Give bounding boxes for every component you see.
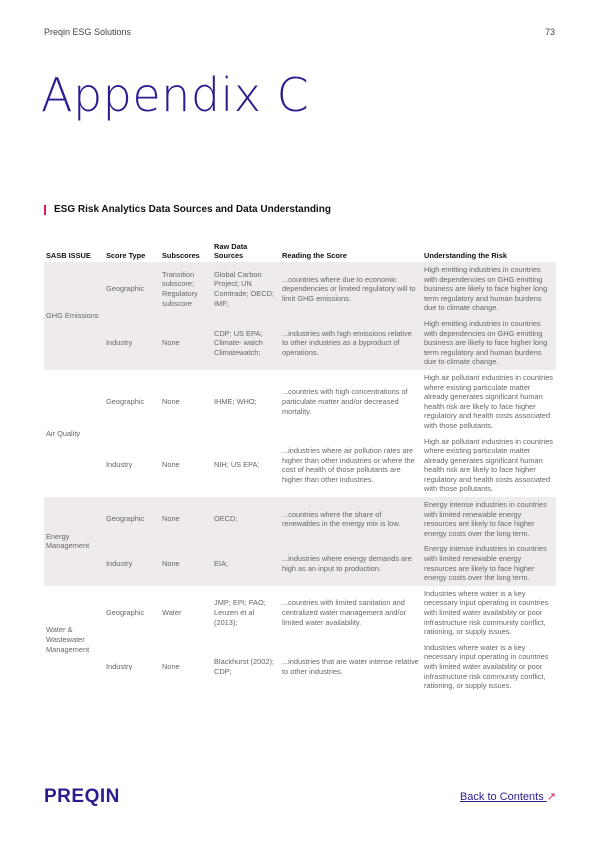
score-type-cell: Industry [104, 316, 160, 370]
page-number: 73 [544, 27, 555, 37]
score-type-cell: Geographic [106, 396, 145, 406]
subscores-cell: None [162, 661, 180, 671]
subscores-cell: None [160, 316, 212, 370]
risk-cell: High air pollutant industries in countries where existing particulate matter already generates significant human health risk are likely to face higher regulatory and health costs associated with those pollutants. [424, 372, 553, 430]
table-row [44, 640, 556, 694]
table-row [44, 541, 556, 585]
sasb-issue-cell: Air Quality [46, 428, 81, 438]
preqin-logo: PREQIN [44, 786, 120, 807]
subscores-cell: Transition subscore; Regulatory subscore [160, 262, 212, 316]
table-row [44, 434, 556, 498]
column-header: Subscores [162, 251, 200, 260]
table-row [44, 586, 556, 640]
score-type-cell: Geographic [104, 262, 160, 316]
reading-cell: ...countries where the share of renewables in the energy mix is low. [280, 497, 422, 541]
column-header: Understanding the Risk [424, 251, 507, 260]
sasb-issue-cell: GHG Emissions [44, 262, 104, 370]
risk-cell: High emitting industries in countries with dependencies on GHG emitting business are likely to face higher long term regulatory and human burdens due to climate change. [422, 316, 556, 370]
raw-sources-cell: JMP; EPI; FAO; Lenzen et al (2013); [214, 598, 266, 627]
raw-sources-cell: Blackhurst (2002); CDP; [214, 657, 274, 676]
risk-cell: Industries where water is a key necessary input operating in countries with limited water availability or poor infrastructure risk community conflict, rationing, or supply issues. [424, 588, 549, 637]
column-header: SASB ISSUE [46, 251, 91, 260]
column-header: Raw Data Sources [214, 242, 248, 260]
back-to-contents-label: Back to Contents [459, 791, 544, 803]
score-type-cell: Industry [104, 541, 160, 585]
reading-cell: ...industries with high emissions relative to other industries as a byproduct of operations. [280, 316, 422, 370]
subscores-cell: None [162, 396, 180, 406]
score-type-cell: Industry [106, 460, 133, 470]
column-header: Reading the Score [282, 251, 347, 260]
subscores-cell: None [160, 541, 212, 585]
subscores-cell: None [160, 497, 212, 541]
back-to-contents-link[interactable] [460, 790, 556, 803]
raw-sources-cell: NIH; US EPA; [214, 460, 260, 470]
reading-cell: ...industries that are water intense relative to other industries. [282, 657, 419, 676]
subscores-cell: None [162, 460, 180, 470]
arrow-up-right-icon: ↗ [546, 791, 556, 803]
score-type-cell: Geographic [106, 608, 145, 617]
reading-cell: ...countries where due to economic dependencies or limited regulatory will to limit GHG emissions. [280, 262, 422, 316]
reading-cell: ...industries where air pollution rates are higher than other industries or where the cost of health of those pollutants are higher than other industries. [282, 446, 415, 484]
raw-sources-cell: IHME; WHO; [214, 396, 257, 406]
table-row [44, 316, 556, 370]
risk-cell: Energy intense industries in countries with limited renewable energy resources are likely to face higher energy costs over the long term. [422, 497, 556, 541]
table-row [44, 262, 556, 316]
raw-sources-cell: CDP; US EPA; Climate- watch Climatewatch; [212, 316, 280, 370]
score-type-cell: Industry [106, 661, 133, 671]
score-type-cell: Geographic [104, 497, 160, 541]
raw-sources-cell: Global Carbon Project; UN Comtrade; OECD; IMF; [212, 262, 280, 316]
reading-cell: ...countries with limited sanitation and centralized water management and/or limited water availability. [282, 598, 407, 627]
page-title: Appendix C [41, 68, 310, 122]
esg-data-table [44, 236, 556, 694]
column-header: Score Type [106, 251, 146, 260]
reading-cell: ...industries where energy demands are high as an input to production. [280, 541, 422, 585]
table-row [44, 497, 556, 541]
sasb-issue-cell: Energy Management [44, 497, 104, 586]
table-header-row [44, 236, 556, 262]
table-row [44, 370, 556, 434]
section-title: ESG Risk Analytics Data Sources and Data Understanding [44, 205, 331, 215]
sasb-issue-cell: Water & Wastewater Management [46, 625, 90, 654]
risk-cell: Industries where water is a key necessary input operating in countries with limited water availability or poor infrastructure risk community conflict, rationing, or supply issues. [424, 642, 549, 691]
raw-sources-cell: EIA; [212, 541, 280, 585]
risk-cell: High emitting industries in countries with dependencies on GHG emitting business are likely to face higher long term regulatory and human burdens due to climate change. [422, 262, 556, 316]
risk-cell: High air pollutant industries in countries where existing particulate matter already generates significant human health risk are likely to face higher regulatory and health costs associated with those pollutants. [424, 436, 553, 494]
raw-sources-cell: OECD; [212, 497, 280, 541]
risk-cell: Energy intense industries in countries with limited renewable energy resources are likely to face higher energy costs over the long term. [422, 541, 556, 585]
header-publication-name: Preqin ESG Solutions [44, 27, 132, 37]
subscores-cell: Water [162, 608, 182, 617]
reading-cell: ...countries with high concentrations of particulate matter and/or decreased mortality. [282, 387, 408, 416]
